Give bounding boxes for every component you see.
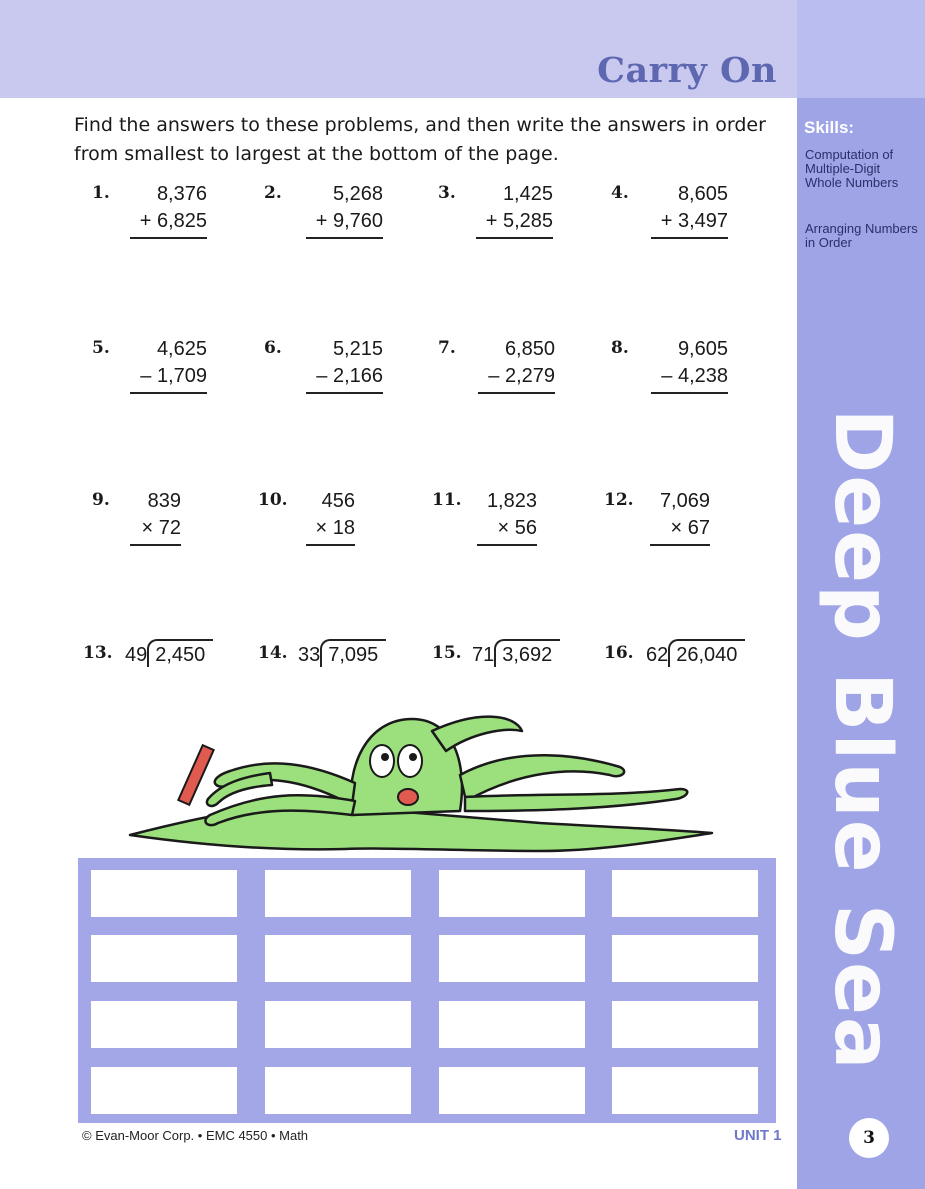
answer-box[interactable] xyxy=(439,1001,585,1048)
footer-copyright: © Evan-Moor Corp. • EMC 4550 • Math xyxy=(82,1128,309,1143)
page-title: Carry On xyxy=(597,50,777,91)
addend-top: 1,425 xyxy=(502,183,553,205)
problem-number: 13. xyxy=(83,643,113,663)
minuend: 6,850 xyxy=(504,338,555,360)
answer-line xyxy=(306,544,355,546)
octopus-illustration xyxy=(120,705,720,865)
addend-top: 8,605 xyxy=(677,183,728,205)
factor-top: 7,069 xyxy=(659,490,710,512)
answer-box[interactable] xyxy=(612,935,758,982)
addend-bottom: + 5,285 xyxy=(485,210,553,232)
answer-box[interactable] xyxy=(265,1001,411,1048)
answer-line xyxy=(651,392,728,394)
answer-box[interactable] xyxy=(439,870,585,917)
answer-line xyxy=(651,237,728,239)
answer-box[interactable] xyxy=(91,1067,237,1114)
divisor: 49 xyxy=(125,644,148,666)
factor-bottom: × 67 xyxy=(670,517,710,539)
skill-item: Arranging Numbers in Order xyxy=(805,221,918,250)
minuend: 4,625 xyxy=(156,338,207,360)
factor-top: 839 xyxy=(147,490,181,512)
problem-number: 11. xyxy=(432,490,462,510)
factor-bottom: × 18 xyxy=(315,517,355,539)
answer-box[interactable] xyxy=(265,870,411,917)
addend-bottom: + 6,825 xyxy=(139,210,207,232)
answer-box[interactable] xyxy=(91,1001,237,1048)
divisor: 71 xyxy=(472,644,495,666)
problem-number: 3. xyxy=(438,183,456,203)
skill-item: Computation of Multiple-Digit Whole Numbers xyxy=(805,147,899,190)
sidebar-header-block xyxy=(797,0,925,98)
problem-number: 5. xyxy=(92,338,110,358)
dividend: 7,095 xyxy=(320,639,386,667)
problem-number: 10. xyxy=(258,490,288,510)
answer-line xyxy=(306,392,383,394)
addend-bottom: + 3,497 xyxy=(660,210,728,232)
addend-top: 8,376 xyxy=(156,183,207,205)
answer-box[interactable] xyxy=(91,870,237,917)
minuend: 5,215 xyxy=(332,338,383,360)
page-number: 3 xyxy=(849,1118,889,1158)
factor-top: 456 xyxy=(321,490,355,512)
answer-line xyxy=(130,237,207,239)
dividend: 26,040 xyxy=(668,639,745,667)
minuend: 9,605 xyxy=(677,338,728,360)
subtrahend: – 4,238 xyxy=(661,365,728,387)
problem-number: 2. xyxy=(264,183,282,203)
answer-box[interactable] xyxy=(439,935,585,982)
problem-number: 15. xyxy=(432,643,462,663)
problem-number: 14. xyxy=(258,643,288,663)
factor-bottom: × 56 xyxy=(497,517,537,539)
footer-unit: UNIT 1 xyxy=(734,1127,782,1144)
problem-number: 12. xyxy=(604,490,634,510)
subtrahend: – 1,709 xyxy=(140,365,207,387)
dividend: 3,692 xyxy=(494,639,560,667)
instructions: Find the answers to these problems, and then write the answers in order from smallest to largest at the bottom of the page. xyxy=(74,114,766,165)
answer-line xyxy=(650,544,710,546)
answer-line xyxy=(130,544,181,546)
problem-number: 8. xyxy=(611,338,629,358)
answer-line xyxy=(130,392,207,394)
skills-heading: Skills: xyxy=(804,118,855,137)
subtrahend: – 2,279 xyxy=(488,365,555,387)
problem-number: 6. xyxy=(264,338,282,358)
unit-title-vertical: Deep Blue Sea xyxy=(817,408,907,1072)
answer-box[interactable] xyxy=(265,1067,411,1114)
answer-box[interactable] xyxy=(265,935,411,982)
answer-line xyxy=(306,237,383,239)
answer-box[interactable] xyxy=(439,1067,585,1114)
subtrahend: – 2,166 xyxy=(316,365,383,387)
answer-line xyxy=(476,237,553,239)
answer-grid xyxy=(78,858,776,1123)
problem-number: 16. xyxy=(604,643,634,663)
addend-bottom: + 9,760 xyxy=(315,210,383,232)
answer-box[interactable] xyxy=(612,870,758,917)
addend-top: 5,268 xyxy=(332,183,383,205)
problem-number: 4. xyxy=(611,183,629,203)
answer-box[interactable] xyxy=(91,935,237,982)
problem-number: 9. xyxy=(92,490,110,510)
problem-number: 1. xyxy=(92,183,110,203)
divisor: 62 xyxy=(646,644,669,666)
answer-box[interactable] xyxy=(612,1067,758,1114)
dividend: 2,450 xyxy=(147,639,213,667)
answer-box[interactable] xyxy=(612,1001,758,1048)
divisor: 33 xyxy=(298,644,321,666)
factor-top: 1,823 xyxy=(486,490,537,512)
factor-bottom: × 72 xyxy=(141,517,181,539)
answer-line xyxy=(478,392,555,394)
problem-number: 7. xyxy=(438,338,456,358)
answer-line xyxy=(477,544,537,546)
